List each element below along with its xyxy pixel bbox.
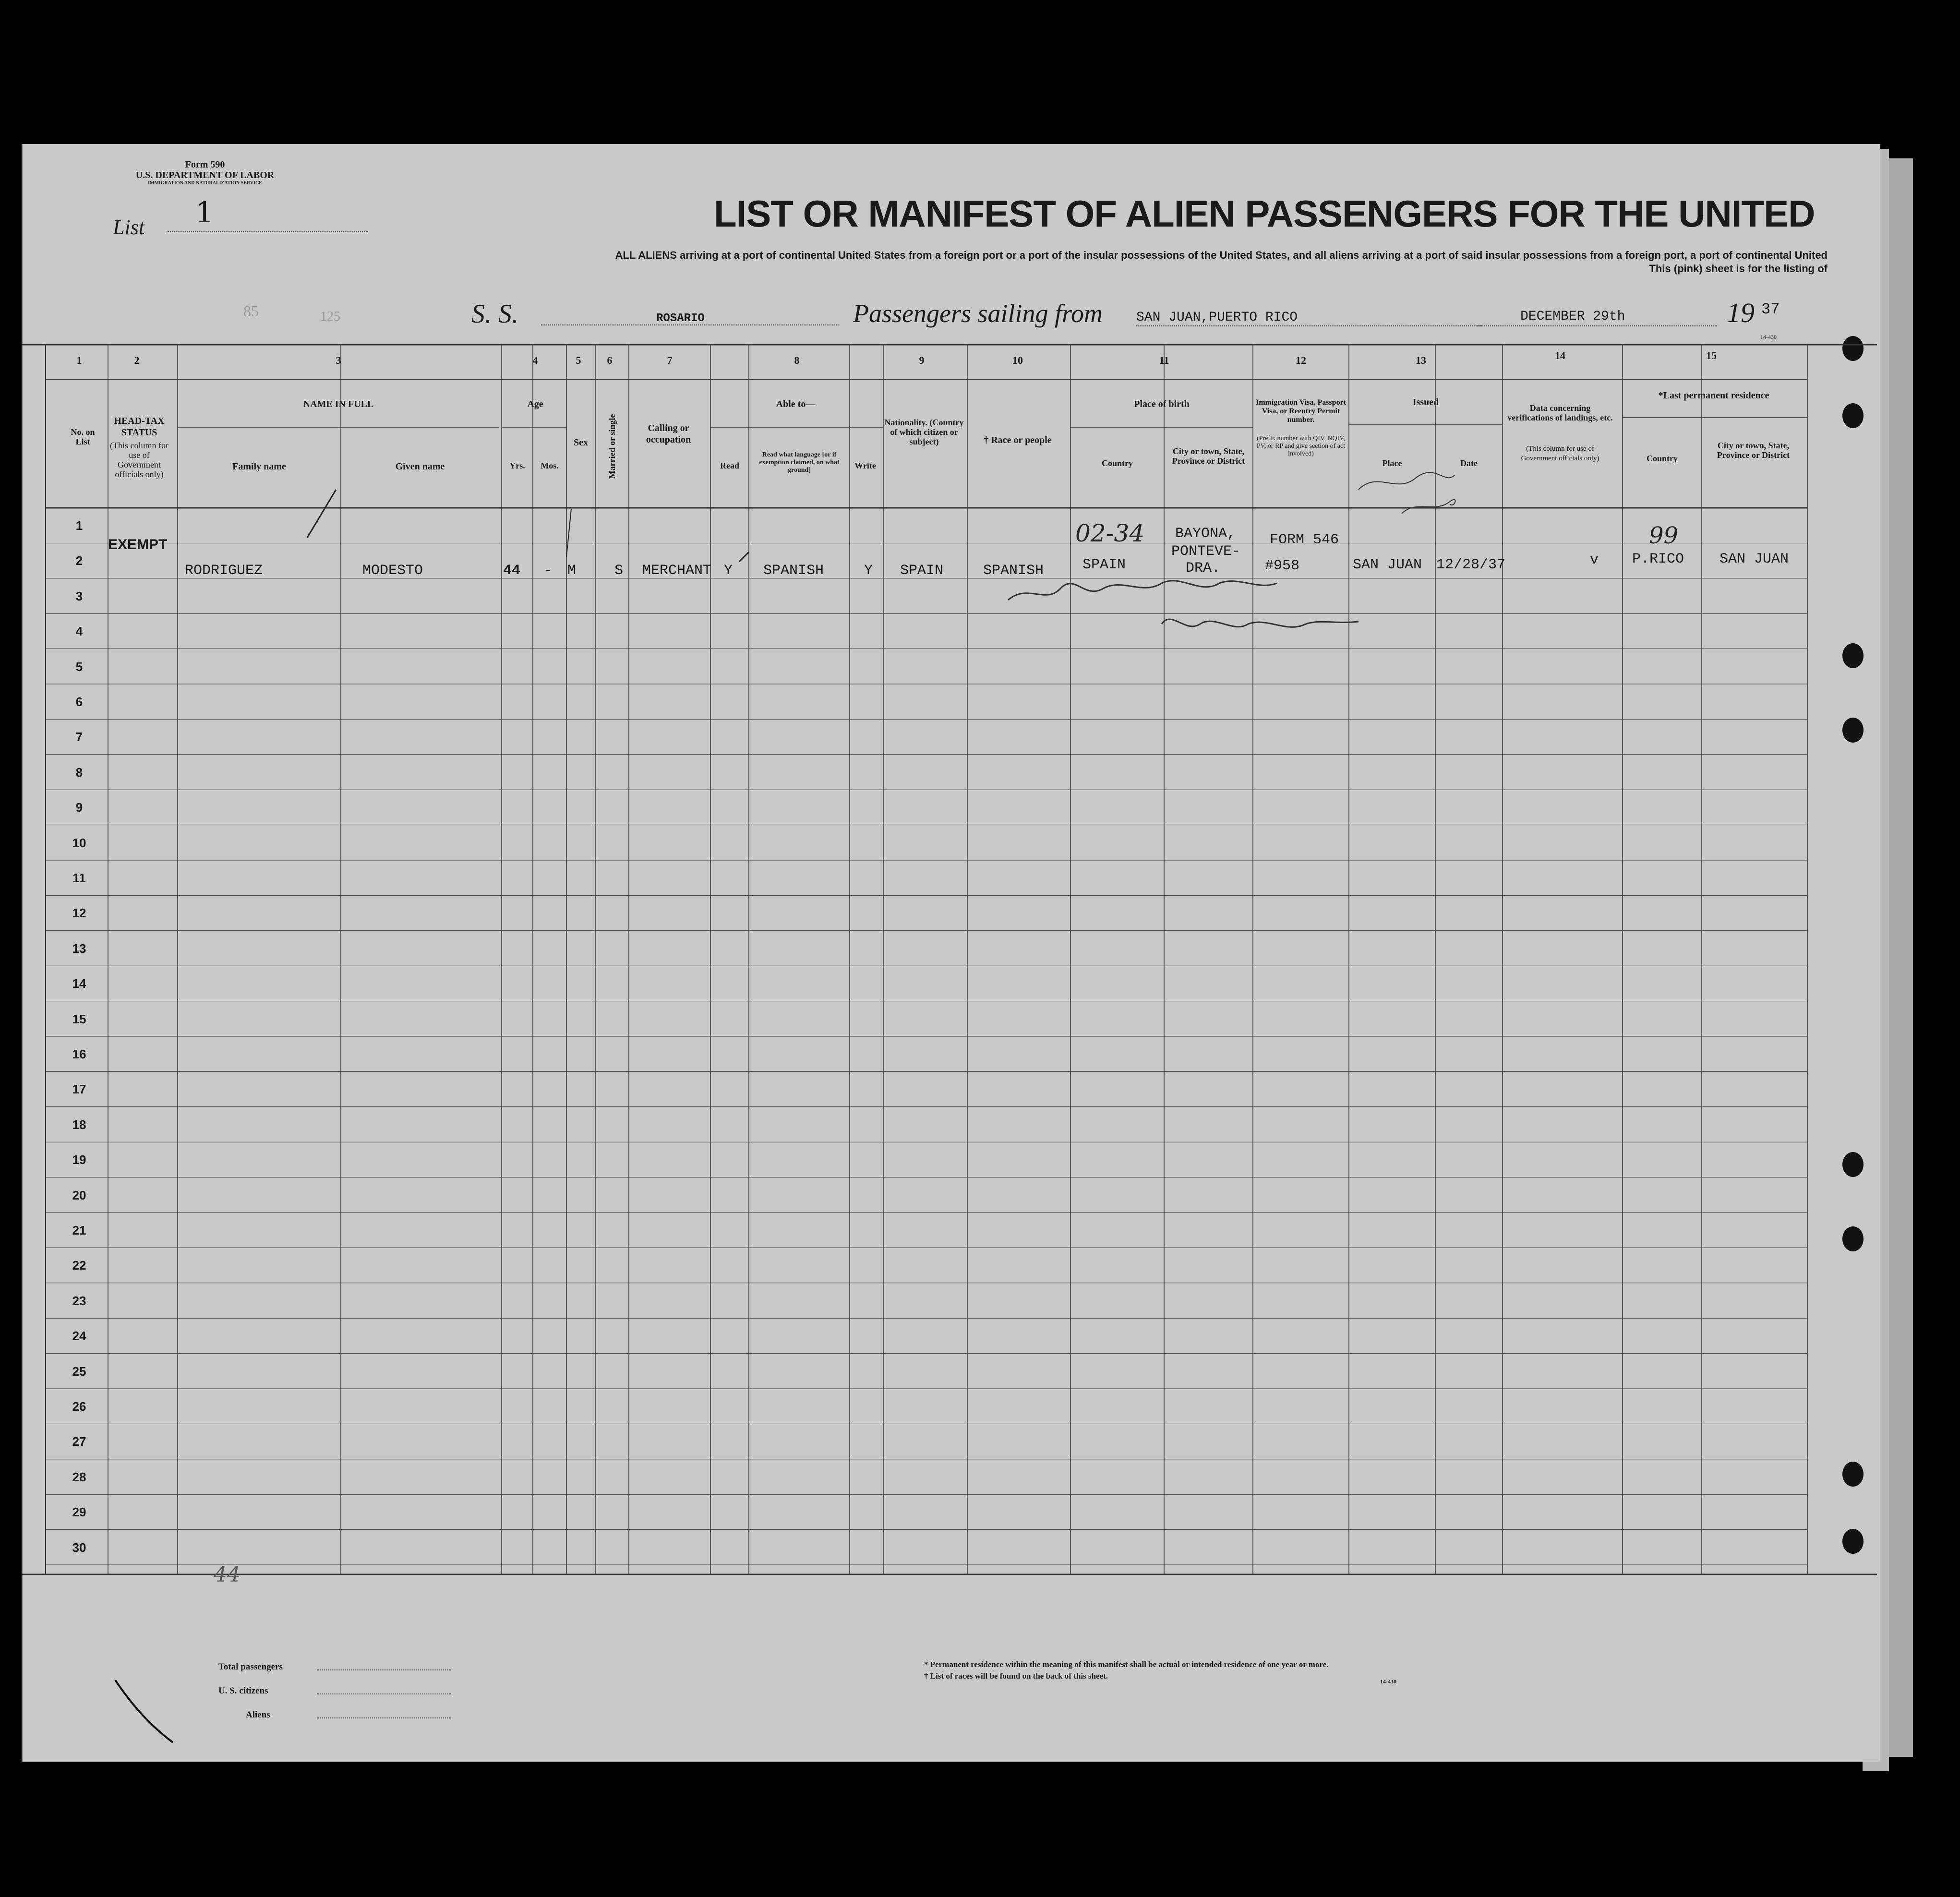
row-number: 30: [72, 1540, 86, 1555]
form-code: 14-430: [1760, 334, 1777, 340]
header-visa: Immigration Visa, Passport Visa, or Reentry Permit number.: [1256, 398, 1346, 424]
issued-date: 12/28/37: [1436, 557, 1506, 573]
row-number: 4: [75, 624, 83, 639]
row-number: 16: [72, 1047, 86, 1061]
total-passengers-label: Total passengers: [218, 1662, 283, 1672]
sailing-from: SAN JUAN,PUERTO RICO: [1136, 310, 1298, 325]
year-label: 19: [1727, 297, 1755, 328]
header-head-tax: HEAD-TAX STATUS: [114, 416, 165, 438]
footer-code: 14-430: [1380, 1678, 1396, 1685]
col-number: 13: [1416, 354, 1426, 366]
page-title: LIST OR MANIFEST OF ALIEN PASSENGERS FOR THE UNITED: [714, 192, 1815, 235]
row-number: 14: [72, 976, 86, 991]
aliens-label: Aliens: [246, 1710, 270, 1720]
row-number: 24: [72, 1329, 86, 1344]
row-number: 21: [72, 1223, 86, 1237]
header-issued-place: Place: [1382, 458, 1402, 468]
header-birth-city: City or town, State, Province or District: [1172, 446, 1245, 466]
family-name: RODRIGUEZ: [185, 563, 263, 579]
row-number: 11: [72, 871, 86, 885]
row-number: 2: [75, 553, 83, 568]
row-number: 20: [72, 1188, 86, 1202]
subtitle-line: ALL ALIENS arriving at a port of continental United States from a foreign port or a port of the insular possessions of the United States, and all aliens arriving at a port of said insular possessions from a foreign port, a port of continental United: [615, 249, 1828, 261]
header-given-name: Given name: [395, 461, 445, 472]
sailing-label: Passengers sailing from: [853, 299, 1103, 328]
form-number: Form 590: [185, 159, 225, 170]
header-visa-note: (Prefix number with QIV, NQIV, PV, or RP and give section of act involved): [1256, 435, 1346, 457]
col-number: 10: [1012, 354, 1023, 366]
aliens-line: [317, 1717, 451, 1718]
row-number: 25: [72, 1364, 86, 1379]
header-issued-date: Date: [1460, 458, 1478, 468]
col-number: 1: [76, 354, 82, 366]
sex: M: [567, 563, 577, 579]
header-no-on-list: No. on List: [71, 427, 95, 446]
given-name: MODESTO: [362, 563, 423, 579]
header-name-in-full: NAME IN FULL: [303, 399, 374, 409]
row-number: 5: [75, 659, 83, 674]
col-number: 8: [794, 354, 800, 366]
total-line: [317, 1669, 451, 1670]
header-last-residence: *Last permanent residence: [1658, 390, 1769, 401]
header-write: Write: [854, 461, 876, 470]
citizens-label: U. S. citizens: [218, 1686, 268, 1696]
birth-city-line: BAYONA,: [1175, 526, 1236, 542]
header-family-name: Family name: [232, 461, 286, 472]
issued-place: SAN JUAN: [1353, 557, 1422, 573]
check-mark: [739, 552, 749, 562]
sailing-date: DECEMBER 29th: [1520, 309, 1625, 324]
row-number: 10: [72, 835, 86, 850]
row-number: 27: [72, 1434, 86, 1449]
service-name: IMMIGRATION AND NATURALIZATION SERVICE: [148, 180, 262, 186]
check-mark: [566, 509, 571, 557]
header-sex: Sex: [574, 437, 588, 448]
col-number: 4: [532, 354, 538, 366]
verification-mark: v: [1590, 552, 1599, 568]
header-read: Read: [720, 461, 739, 470]
row-number: 7: [75, 730, 83, 744]
col-number: 5: [576, 354, 581, 366]
head-tax-status: EXEMPT: [108, 537, 168, 552]
header-race: † Race or people: [984, 435, 1052, 445]
col-number: 11: [1159, 354, 1169, 366]
marital-status: S: [614, 563, 624, 579]
row-number: 29: [72, 1505, 86, 1520]
col-number: 15: [1706, 349, 1717, 361]
header-calling: Calling or occupation: [646, 423, 691, 445]
header-mos: Mos.: [541, 461, 559, 470]
birth-country: SPAIN: [1082, 557, 1126, 573]
header-married: Married or single: [607, 414, 617, 479]
header-age: Age: [527, 399, 543, 409]
faded-stamp: 125: [320, 309, 340, 324]
header-place-of-birth: Place of birth: [1134, 399, 1190, 409]
col-number: 2: [134, 354, 140, 366]
col-number: 12: [1296, 354, 1306, 366]
row-number: 6: [75, 695, 83, 709]
row-number: 19: [72, 1153, 86, 1167]
birth-city-line: PONTEVE-: [1171, 543, 1241, 560]
birth-city-line: DRA.: [1186, 560, 1221, 576]
header-data-note: (This column for use of Government officials only): [1521, 445, 1599, 462]
row-number: 17: [72, 1082, 86, 1097]
header-head-tax-note: (This column for use of Government officials only): [110, 441, 168, 479]
row-number: 23: [72, 1293, 86, 1308]
header-data-concerning: Data concerning verifications of landings, etc.: [1507, 403, 1613, 422]
header-birth-country: Country: [1101, 458, 1133, 468]
col-number: 6: [607, 354, 613, 366]
row-number: 12: [72, 906, 86, 921]
nationality: SPAIN: [900, 563, 944, 579]
list-value: 1: [195, 196, 214, 229]
check-mark: [307, 490, 336, 538]
header-nationality: Nationality. (Country of which citizen or subject): [884, 418, 964, 446]
race: SPANISH: [983, 563, 1044, 579]
department-name: U.S. DEPARTMENT OF LABOR: [135, 170, 275, 180]
header-able-to: Able to—: [776, 399, 816, 409]
col-number: 3: [336, 354, 341, 366]
header-read-what: Read what language [or if exemption claimed, on what ground]: [759, 451, 840, 474]
read-language: SPANISH: [763, 563, 824, 579]
inspector-mark: [1162, 619, 1359, 627]
residence-city: SAN JUAN: [1720, 551, 1789, 567]
ship-name: ROSARIO: [656, 312, 705, 325]
row-number: 22: [72, 1258, 86, 1273]
row-number: 9: [75, 800, 83, 815]
ss-label: S. S.: [471, 299, 518, 329]
pen-stroke: [115, 1680, 173, 1742]
header-yrs: Yrs.: [509, 461, 525, 470]
faded-stamp: 85: [243, 302, 259, 320]
occupation: MERCHANT: [642, 563, 712, 579]
col-number: 7: [667, 354, 673, 366]
residence-code: 99: [1649, 522, 1679, 549]
header-issued: Issued: [1412, 397, 1439, 408]
header-res-country: Country: [1646, 454, 1678, 463]
row-number: 13: [72, 941, 86, 956]
list-label: List: [113, 216, 145, 239]
row-number: 3: [75, 588, 83, 603]
row-number: 26: [72, 1399, 86, 1414]
citizens-line: [317, 1693, 451, 1694]
can-read: Y: [724, 563, 733, 579]
row-number: 28: [72, 1469, 86, 1484]
col-number: 9: [919, 354, 925, 366]
age-months: -: [543, 563, 553, 579]
visa-number: #958: [1265, 558, 1300, 574]
visa-number: FORM 546: [1270, 532, 1339, 548]
row-number: 8: [75, 765, 83, 780]
signature-mark: [1008, 581, 1277, 600]
bottom-note: 44: [214, 1562, 240, 1587]
residence-footnote: * Permanent residence within the meaning of this manifest shall be actual or intended residence of one year or more.: [924, 1660, 1329, 1669]
year-value: 37: [1761, 300, 1780, 318]
header-res-city: City or town, State, Province or District: [1717, 441, 1790, 460]
race-footnote: † List of races will be found on the back of this sheet.: [924, 1671, 1108, 1681]
row-number: 1: [75, 518, 83, 533]
handwritten-note: [1402, 500, 1455, 514]
age-years: 44: [503, 563, 521, 579]
row-number: 18: [72, 1117, 86, 1132]
row-number: 15: [72, 1011, 86, 1026]
col-number: 14: [1555, 349, 1565, 361]
residence-country: P.RICO: [1632, 551, 1684, 567]
handwritten-note: [1359, 472, 1455, 490]
can-write: Y: [864, 563, 873, 579]
subtitle-line: This (pink) sheet is for the listing of: [1649, 263, 1828, 275]
birth-code: 02-34: [1075, 519, 1145, 547]
